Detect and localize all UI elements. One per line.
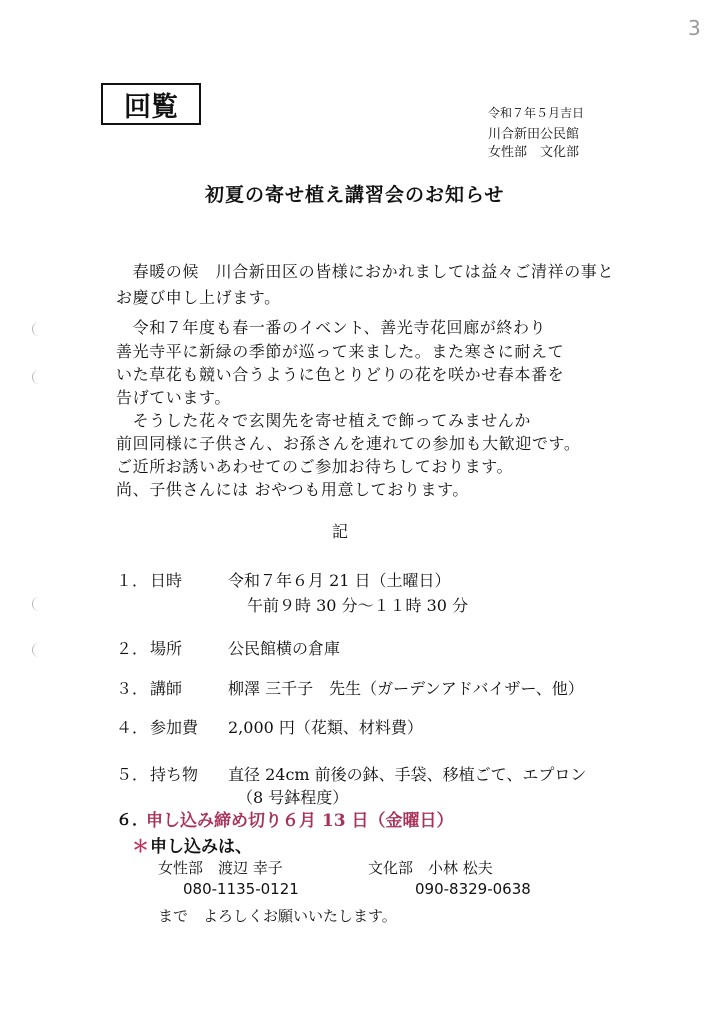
circular-stamp-text: 回覧 [124,91,178,123]
body-line: いた草花も競い合うように色とりどりの花を咲かせ春本番を [116,365,565,384]
binder-hole-mark [32,322,43,336]
notice-title: 初夏の寄せ植え講習会のお知らせ [205,184,505,206]
item-value-place: 公民館横の倉庫 [228,639,341,658]
body-line: 春暖の候 川合新田区の皆様におかれましては益々ご清祥の事と [116,262,615,281]
binder-hole-mark [32,643,43,657]
body-line: そうした花々で玄関先を寄せ植えで飾ってみませんか [116,411,532,430]
item-value-pot-size: （8 号鉢程度） [237,788,349,807]
asterisk-mark: ＊ [132,837,149,857]
binder-hole-mark [32,370,43,384]
item-value-belongings: 直径 24cm 前後の鉢、手袋、移植ごて、エプロン [228,765,587,784]
item-value-time: 午前９時 30 分～１１時 30 分 [247,596,469,615]
item-number-1: １． [116,571,149,590]
item-value-instructor: 柳澤 三千子 先生（ガーデンアドバイザー、他） [228,679,584,698]
item-number-3: ３． [116,679,149,698]
item-number-2: ２． [116,639,149,658]
item-label-place: 場所 [150,639,183,658]
body-line: お慶び申し上げます。 [116,288,281,307]
item-label-instructor: 講師 [150,679,183,698]
contact-name-womens: 女性部 渡辺 幸子 [158,859,283,877]
ki-heading: 記 [332,522,349,541]
item-label-fee: 参加費 [150,718,199,737]
body-line: 前回同様に子供さん、お孫さんを連れての参加も大歓迎です。 [116,434,581,453]
application-label: 申し込みは、 [150,837,252,857]
body-line: 尚、子供さんには おやつも用意しております。 [116,480,470,499]
body-line: 令和７年度も春一番のイベント、善光寺花回廊が終わり [116,318,547,337]
contact-name-culture: 文化部 小林 松夫 [368,859,493,877]
sender-department: 女性部 文化部 [488,145,580,160]
body-line: 告げています。 [116,388,231,407]
page-number: 3 [688,16,701,40]
item-value-date: 令和７年６月 21 日（土曜日） [228,571,451,590]
body-line: 善光寺平に新緑の季節が巡って来ました。また寒さに耐えて [116,342,565,361]
item-label-datetime: 日時 [150,571,183,590]
contact-phone-womens: 080-1135-0121 [183,880,299,898]
item-number-4: ４． [116,718,149,737]
sender-organization: 川合新田公民館 [488,127,580,142]
issue-date: 令和７年５月吉日 [488,106,585,120]
closing-line: まで よろしくお願いいたします。 [158,907,397,925]
item-label-belongings: 持ち物 [150,765,199,784]
binder-hole-mark [32,597,43,611]
body-line: ご近所お誘いあわせてのご参加お待ちしております。 [116,457,514,476]
item-number-5: ５． [116,765,149,784]
item-value-fee: 2,000 円（花類、材料費） [228,718,423,737]
circular-stamp [101,83,201,125]
item-number-6: ６． [116,810,149,829]
application-deadline: 申し込み締め切り６月 13 日（金曜日） [146,811,454,831]
contact-phone-culture: 090-8329-0638 [415,880,531,898]
